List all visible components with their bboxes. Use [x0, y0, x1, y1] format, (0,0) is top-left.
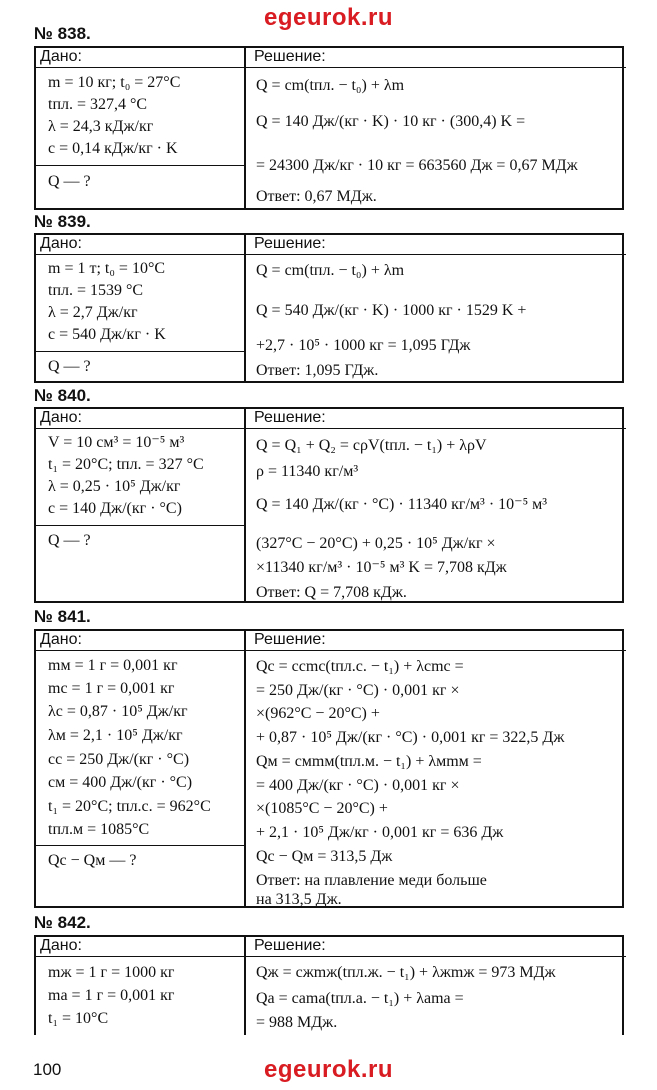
given-header: Дано:: [40, 937, 82, 954]
solution-line: Qс − Qм = 313,5 Дж: [256, 848, 393, 865]
solution-line: Q = cm(tпл. − t₀) + λm: [256, 262, 405, 279]
solution-line: Qм = cмmм(tпл.м. − t₁) + λмmм =: [256, 753, 482, 770]
given-line: tпл. = 1539 °C: [48, 282, 144, 299]
answer-line: Ответ: Q = 7,708 кДж.: [256, 584, 407, 601]
solution-line: Q = 140 Дж/(кг · °C) · 11340 кг/м³ · 10⁻⁵ м³: [256, 496, 548, 513]
solution-line: ρ = 11340 кг/м³: [256, 463, 359, 480]
given-line: t₁ = 20°C; tпл. = 327 °C: [48, 456, 204, 473]
given-line: t₁ = 20°C; tпл.с. = 962°C: [48, 798, 211, 815]
solution-header: Решение:: [254, 409, 326, 426]
given-line: tпл.м = 1085°C: [48, 821, 150, 838]
given-line: m = 10 кг; t₀ = 27°C: [48, 74, 181, 91]
problem-839-table: [34, 233, 624, 383]
problem-838-table: [34, 46, 624, 210]
solution-line: = 24300 Дж/кг · 10 кг = 663560 Дж = 0,67 МДж: [256, 157, 578, 174]
answer-line: на 313,5 Дж.: [256, 891, 342, 908]
given-line: mж = 1 г = 1000 кг: [48, 964, 175, 981]
solution-line: + 2,1 · 10⁵ Дж/кг · 0,001 кг = 636 Дж: [256, 824, 504, 841]
given-header: Дано:: [40, 409, 82, 426]
given-line: mа = 1 г = 0,001 кг: [48, 987, 175, 1004]
solution-line: Qа = cаmа(tпл.а. − t₁) + λаmа =: [256, 990, 464, 1007]
given-line: c = 0,14 кДж/кг · K: [48, 140, 178, 157]
solution-line: (327°C − 20°C) + 0,25 · 10⁵ Дж/кг ×: [256, 535, 496, 552]
problem-840-table: [34, 407, 624, 603]
find-line: Qс − Qм — ?: [48, 852, 137, 869]
given-line: λ = 24,3 кДж/кг: [48, 118, 154, 135]
find-line: Q — ?: [48, 532, 91, 549]
problem-839-title: № 839.: [34, 212, 91, 231]
page-number: 100: [33, 1060, 62, 1079]
solution-line: Qж = cжmж(tпл.ж. − t₁) + λжmж = 973 МДж: [256, 964, 556, 981]
problem-842-table: [34, 935, 624, 1035]
problem-841-table: [34, 629, 624, 908]
answer-line: Ответ: на плавление меди больше: [256, 872, 487, 889]
given-line: c = 140 Дж/(кг · °C): [48, 500, 182, 517]
answer-line: Ответ: 0,67 МДж.: [256, 188, 377, 205]
given-line: λс = 0,87 · 10⁵ Дж/кг: [48, 703, 188, 720]
solution-line: Q = 540 Дж/(кг · K) · 1000 кг · 1529 K +: [256, 302, 527, 319]
problem-841-title: № 841.: [34, 607, 91, 626]
solution-header: Решение:: [254, 235, 326, 252]
solution-header: Решение:: [254, 48, 326, 65]
given-line: cм = 400 Дж/(кг · °C): [48, 774, 193, 791]
given-line: cс = 250 Дж/(кг · °C): [48, 751, 190, 768]
given-header: Дано:: [40, 235, 82, 252]
find-line: Q — ?: [48, 358, 91, 375]
solution-header: Решение:: [254, 937, 326, 954]
solution-line: +2,7 · 10⁵ · 1000 кг = 1,095 ГДж: [256, 337, 471, 354]
solution-line: ×11340 кг/м³ · 10⁻⁵ м³ K = 7,708 кДж: [256, 559, 507, 576]
solution-header: Решение:: [254, 631, 326, 648]
given-line: m = 1 т; t₀ = 10°C: [48, 260, 166, 277]
solution-line: Q = 140 Дж/(кг · K) · 10 кг · (300,4) K =: [256, 113, 526, 130]
given-line: tпл. = 327,4 °C: [48, 96, 148, 113]
solution-line: Q = cm(tпл. − t₀) + λm: [256, 77, 405, 94]
solution-line: Qс = cсmс(tпл.с. − t₁) + λсmс =: [256, 658, 464, 675]
given-line: mс = 1 г = 0,001 кг: [48, 680, 175, 697]
given-line: mм = 1 г = 0,001 кг: [48, 657, 178, 674]
solution-line: + 0,87 · 10⁵ Дж/(кг · °C) · 0,001 кг = 322,5 Дж: [256, 729, 565, 746]
solution-line: ×(1085°C − 20°C) +: [256, 800, 388, 817]
given-header: Дано:: [40, 631, 82, 648]
find-line: Q — ?: [48, 173, 91, 190]
solution-line: = 400 Дж/(кг · °C) · 0,001 кг ×: [256, 777, 460, 794]
given-header: Дано:: [40, 48, 82, 65]
site-watermark-top: egeurok.ru: [263, 4, 394, 31]
given-line: λм = 2,1 · 10⁵ Дж/кг: [48, 727, 183, 744]
solution-line: = 988 МДж.: [256, 1014, 338, 1031]
solution-line: ×(962°C − 20°C) +: [256, 705, 380, 722]
answer-line: Ответ: 1,095 ГДж.: [256, 362, 379, 379]
given-line: V = 10 см³ = 10⁻⁵ м³: [48, 434, 185, 451]
problem-838-title: № 838.: [34, 24, 91, 43]
problem-842-title: № 842.: [34, 913, 91, 932]
site-watermark-bottom: egeurok.ru: [263, 1056, 394, 1083]
solution-line: = 250 Дж/(кг · °C) · 0,001 кг ×: [256, 682, 460, 699]
problem-840-title: № 840.: [34, 386, 91, 405]
solution-line: Q = Q₁ + Q₂ = cρV(tпл. − t₁) + λρV: [256, 437, 487, 454]
given-line: λ = 2,7 Дж/кг: [48, 304, 138, 321]
given-line: c = 540 Дж/кг · K: [48, 326, 166, 343]
given-line: λ = 0,25 · 10⁵ Дж/кг: [48, 478, 181, 495]
given-line: t₁ = 10°C: [48, 1010, 109, 1027]
